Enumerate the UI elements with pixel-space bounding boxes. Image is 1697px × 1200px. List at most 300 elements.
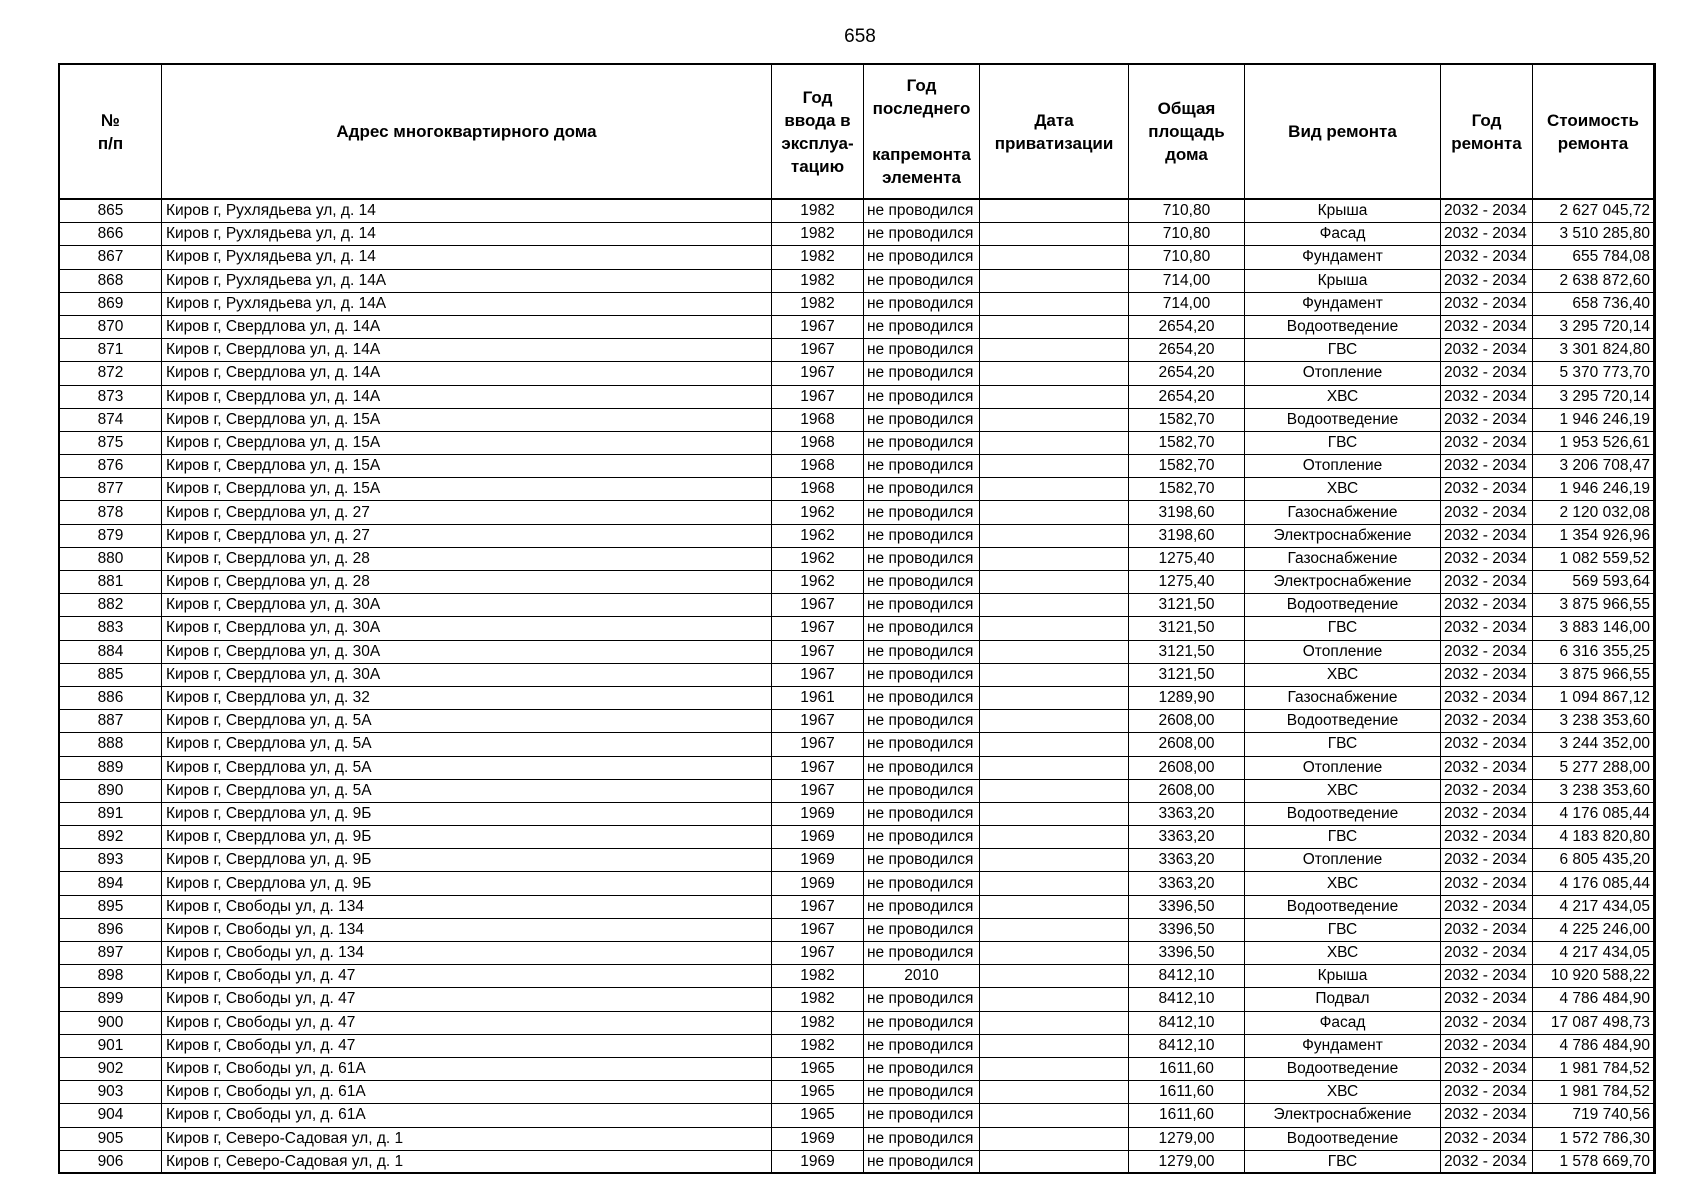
- commission-year-cell: 1969: [772, 849, 864, 872]
- repair-year-cell: 2032 - 2034: [1441, 640, 1533, 663]
- commission-year-cell: 1982: [772, 1011, 864, 1034]
- commission-year-cell: 1967: [772, 918, 864, 941]
- header-last-repair-year: Год последнего капремонта элемента: [864, 65, 980, 200]
- last-repair-cell: не проводился: [864, 802, 980, 825]
- repair-year-cell: 2032 - 2034: [1441, 686, 1533, 709]
- row-number: 895: [60, 895, 162, 918]
- last-repair-cell: не проводился: [864, 826, 980, 849]
- last-repair-cell: не проводился: [864, 1104, 980, 1127]
- table-row: [60, 339, 1654, 362]
- row-number: 884: [60, 640, 162, 663]
- row-number: 869: [60, 292, 162, 315]
- privatization-date-cell: [980, 733, 1129, 756]
- address-cell: Киров г, Свердлова ул, д. 5А: [162, 779, 772, 802]
- commission-year-cell: 1969: [772, 826, 864, 849]
- repair-year-cell: 2032 - 2034: [1441, 362, 1533, 385]
- privatization-date-cell: [980, 663, 1129, 686]
- repair-type-cell: Фасад: [1245, 223, 1441, 246]
- table-row: [60, 1104, 1654, 1127]
- total-area-cell: 3396,50: [1129, 942, 1245, 965]
- address-cell: Киров г, Свердлова ул, д. 14А: [162, 315, 772, 338]
- repair-year-cell: 2032 - 2034: [1441, 431, 1533, 454]
- last-repair-cell: не проводился: [864, 362, 980, 385]
- repair-type-cell: ГВС: [1245, 431, 1441, 454]
- last-repair-cell: не проводился: [864, 385, 980, 408]
- total-area-cell: 710,80: [1129, 246, 1245, 269]
- row-number: 865: [60, 199, 162, 223]
- total-area-cell: 2608,00: [1129, 779, 1245, 802]
- table-row: [60, 779, 1654, 802]
- repair-cost-cell: 3 875 966,55: [1533, 594, 1654, 617]
- last-repair-cell: 2010: [864, 965, 980, 988]
- table-row: [60, 686, 1654, 709]
- privatization-date-cell: [980, 1011, 1129, 1034]
- table-row: [60, 385, 1654, 408]
- total-area-cell: 3363,20: [1129, 826, 1245, 849]
- row-number: 871: [60, 339, 162, 362]
- repair-type-cell: Фундамент: [1245, 292, 1441, 315]
- total-area-cell: 1582,70: [1129, 431, 1245, 454]
- privatization-date-cell: [980, 872, 1129, 895]
- repair-year-cell: 2032 - 2034: [1441, 826, 1533, 849]
- commission-year-cell: 1962: [772, 571, 864, 594]
- header-repair-cost: Стоимость ремонта: [1533, 65, 1654, 200]
- repair-type-cell: Газоснабжение: [1245, 501, 1441, 524]
- address-cell: Киров г, Свободы ул, д. 47: [162, 988, 772, 1011]
- row-number: 897: [60, 942, 162, 965]
- repair-type-cell: Электроснабжение: [1245, 1104, 1441, 1127]
- repair-year-cell: 2032 - 2034: [1441, 965, 1533, 988]
- last-repair-cell: не проводился: [864, 292, 980, 315]
- privatization-date-cell: [980, 617, 1129, 640]
- last-repair-cell: не проводился: [864, 455, 980, 478]
- address-cell: Киров г, Рухлядьева ул, д. 14: [162, 246, 772, 269]
- privatization-date-cell: [980, 779, 1129, 802]
- commission-year-cell: 1967: [772, 640, 864, 663]
- repair-year-cell: 2032 - 2034: [1441, 849, 1533, 872]
- privatization-date-cell: [980, 802, 1129, 825]
- repair-cost-cell: 5 370 773,70: [1533, 362, 1654, 385]
- address-cell: Киров г, Свободы ул, д. 47: [162, 965, 772, 988]
- commission-year-cell: 1982: [772, 292, 864, 315]
- privatization-date-cell: [980, 1127, 1129, 1150]
- row-number: 879: [60, 524, 162, 547]
- repair-year-cell: 2032 - 2034: [1441, 895, 1533, 918]
- table-body: [60, 199, 1654, 1173]
- last-repair-cell: не проводился: [864, 431, 980, 454]
- total-area-cell: 714,00: [1129, 269, 1245, 292]
- row-number: 882: [60, 594, 162, 617]
- repair-type-cell: Водоотведение: [1245, 315, 1441, 338]
- repair-cost-cell: 4 786 484,90: [1533, 1034, 1654, 1057]
- address-cell: Киров г, Свердлова ул, д. 9Б: [162, 826, 772, 849]
- address-cell: Киров г, Свердлова ул, д. 30А: [162, 640, 772, 663]
- last-repair-cell: не проводился: [864, 1127, 980, 1150]
- table-row: [60, 733, 1654, 756]
- commission-year-cell: 1965: [772, 1057, 864, 1080]
- last-repair-cell: не проводился: [864, 571, 980, 594]
- commission-year-cell: 1982: [772, 246, 864, 269]
- commission-year-cell: 1982: [772, 269, 864, 292]
- repair-type-cell: Водоотведение: [1245, 1057, 1441, 1080]
- table-row: [60, 408, 1654, 431]
- last-repair-cell: не проводился: [864, 872, 980, 895]
- total-area-cell: 2608,00: [1129, 733, 1245, 756]
- last-repair-cell: не проводился: [864, 408, 980, 431]
- total-area-cell: 1582,70: [1129, 478, 1245, 501]
- row-number: 888: [60, 733, 162, 756]
- last-repair-cell: не проводился: [864, 594, 980, 617]
- row-number: 899: [60, 988, 162, 1011]
- repair-type-cell: ГВС: [1245, 733, 1441, 756]
- table-row: [60, 988, 1654, 1011]
- table-row: [60, 1081, 1654, 1104]
- repair-year-cell: 2032 - 2034: [1441, 246, 1533, 269]
- total-area-cell: 8412,10: [1129, 965, 1245, 988]
- table-row: [60, 199, 1654, 223]
- row-number: 877: [60, 478, 162, 501]
- total-area-cell: 8412,10: [1129, 988, 1245, 1011]
- repair-schedule-table: [59, 64, 1654, 1174]
- address-cell: Киров г, Свободы ул, д. 134: [162, 918, 772, 941]
- last-repair-cell: не проводился: [864, 895, 980, 918]
- header-address: Адрес многоквартирного дома: [162, 65, 772, 200]
- repair-type-cell: Фасад: [1245, 1011, 1441, 1034]
- repair-cost-cell: 719 740,56: [1533, 1104, 1654, 1127]
- repair-cost-cell: 2 627 045,72: [1533, 199, 1654, 223]
- repair-cost-cell: 3 238 353,60: [1533, 779, 1654, 802]
- privatization-date-cell: [980, 269, 1129, 292]
- repair-year-cell: 2032 - 2034: [1441, 1057, 1533, 1080]
- last-repair-cell: не проводился: [864, 269, 980, 292]
- row-number: 868: [60, 269, 162, 292]
- repair-type-cell: Крыша: [1245, 269, 1441, 292]
- row-number: 885: [60, 663, 162, 686]
- row-number: 875: [60, 431, 162, 454]
- row-number: 900: [60, 1011, 162, 1034]
- row-number: 886: [60, 686, 162, 709]
- address-cell: Киров г, Свободы ул, д. 47: [162, 1011, 772, 1034]
- privatization-date-cell: [980, 478, 1129, 501]
- table-row: [60, 1011, 1654, 1034]
- privatization-date-cell: [980, 199, 1129, 223]
- table-row: [60, 455, 1654, 478]
- table-row: [60, 918, 1654, 941]
- last-repair-cell: не проводился: [864, 246, 980, 269]
- commission-year-cell: 1969: [772, 872, 864, 895]
- repair-type-cell: Водоотведение: [1245, 1127, 1441, 1150]
- commission-year-cell: 1969: [772, 1127, 864, 1150]
- privatization-date-cell: [980, 686, 1129, 709]
- repair-type-cell: ХВС: [1245, 385, 1441, 408]
- address-cell: Киров г, Свободы ул, д. 61А: [162, 1081, 772, 1104]
- repair-cost-cell: 4 225 246,00: [1533, 918, 1654, 941]
- commission-year-cell: 1982: [772, 1034, 864, 1057]
- privatization-date-cell: [980, 524, 1129, 547]
- privatization-date-cell: [980, 1104, 1129, 1127]
- commission-year-cell: 1967: [772, 385, 864, 408]
- row-number: 903: [60, 1081, 162, 1104]
- repair-cost-cell: 4 786 484,90: [1533, 988, 1654, 1011]
- address-cell: Киров г, Рухлядьева ул, д. 14А: [162, 292, 772, 315]
- row-number: 902: [60, 1057, 162, 1080]
- privatization-date-cell: [980, 362, 1129, 385]
- privatization-date-cell: [980, 501, 1129, 524]
- last-repair-cell: не проводился: [864, 942, 980, 965]
- repair-cost-cell: 569 593,64: [1533, 571, 1654, 594]
- repair-year-cell: 2032 - 2034: [1441, 594, 1533, 617]
- repair-year-cell: 2032 - 2034: [1441, 918, 1533, 941]
- commission-year-cell: 1967: [772, 942, 864, 965]
- last-repair-cell: не проводился: [864, 315, 980, 338]
- repair-type-cell: ХВС: [1245, 779, 1441, 802]
- table-header: [60, 65, 1654, 200]
- privatization-date-cell: [980, 455, 1129, 478]
- row-number: 867: [60, 246, 162, 269]
- table-row: [60, 223, 1654, 246]
- row-number: 876: [60, 455, 162, 478]
- header-repair-type: Вид ремонта: [1245, 65, 1441, 200]
- repair-cost-cell: 2 120 032,08: [1533, 501, 1654, 524]
- header-privatization-date: Дата приватизации: [980, 65, 1129, 200]
- repair-year-cell: 2032 - 2034: [1441, 385, 1533, 408]
- total-area-cell: 3198,60: [1129, 501, 1245, 524]
- repair-year-cell: 2032 - 2034: [1441, 710, 1533, 733]
- total-area-cell: 3396,50: [1129, 918, 1245, 941]
- table-row: [60, 431, 1654, 454]
- last-repair-cell: не проводился: [864, 686, 980, 709]
- repair-cost-cell: 6 316 355,25: [1533, 640, 1654, 663]
- repair-type-cell: Электроснабжение: [1245, 524, 1441, 547]
- total-area-cell: 710,80: [1129, 199, 1245, 223]
- repair-type-cell: Фундамент: [1245, 246, 1441, 269]
- commission-year-cell: 1967: [772, 362, 864, 385]
- table-row: [60, 663, 1654, 686]
- repair-cost-cell: 3 295 720,14: [1533, 315, 1654, 338]
- total-area-cell: 3363,20: [1129, 802, 1245, 825]
- row-number: 901: [60, 1034, 162, 1057]
- commission-year-cell: 1967: [772, 663, 864, 686]
- last-repair-cell: не проводился: [864, 223, 980, 246]
- commission-year-cell: 1967: [772, 339, 864, 362]
- address-cell: Киров г, Свердлова ул, д. 28: [162, 547, 772, 570]
- row-number: 889: [60, 756, 162, 779]
- last-repair-cell: не проводился: [864, 1011, 980, 1034]
- address-cell: Киров г, Свердлова ул, д. 30А: [162, 594, 772, 617]
- repair-cost-cell: 10 920 588,22: [1533, 965, 1654, 988]
- repair-year-cell: 2032 - 2034: [1441, 1011, 1533, 1034]
- repair-cost-cell: 3 510 285,80: [1533, 223, 1654, 246]
- commission-year-cell: 1965: [772, 1081, 864, 1104]
- repair-cost-cell: 4 183 820,80: [1533, 826, 1654, 849]
- address-cell: Киров г, Свободы ул, д. 47: [162, 1034, 772, 1057]
- total-area-cell: 3198,60: [1129, 524, 1245, 547]
- commission-year-cell: 1967: [772, 315, 864, 338]
- row-number: 881: [60, 571, 162, 594]
- commission-year-cell: 1967: [772, 756, 864, 779]
- address-cell: Киров г, Свободы ул, д. 61А: [162, 1057, 772, 1080]
- repair-type-cell: Водоотведение: [1245, 594, 1441, 617]
- repair-type-cell: ХВС: [1245, 942, 1441, 965]
- repair-cost-cell: 17 087 498,73: [1533, 1011, 1654, 1034]
- repair-type-cell: Водоотведение: [1245, 408, 1441, 431]
- commission-year-cell: 1968: [772, 408, 864, 431]
- repair-type-cell: ХВС: [1245, 478, 1441, 501]
- total-area-cell: 3396,50: [1129, 895, 1245, 918]
- privatization-date-cell: [980, 710, 1129, 733]
- repair-cost-cell: 3 301 824,80: [1533, 339, 1654, 362]
- address-cell: Киров г, Свердлова ул, д. 5А: [162, 756, 772, 779]
- table-row: [60, 895, 1654, 918]
- row-number: 880: [60, 547, 162, 570]
- repair-year-cell: 2032 - 2034: [1441, 663, 1533, 686]
- row-number: 898: [60, 965, 162, 988]
- repair-year-cell: 2032 - 2034: [1441, 617, 1533, 640]
- privatization-date-cell: [980, 1081, 1129, 1104]
- total-area-cell: 3121,50: [1129, 640, 1245, 663]
- address-cell: Киров г, Северо-Садовая ул, д. 1: [162, 1150, 772, 1173]
- total-area-cell: 1289,90: [1129, 686, 1245, 709]
- table-row: [60, 965, 1654, 988]
- repair-year-cell: 2032 - 2034: [1441, 802, 1533, 825]
- privatization-date-cell: [980, 292, 1129, 315]
- address-cell: Киров г, Свердлова ул, д. 15А: [162, 408, 772, 431]
- address-cell: Киров г, Свердлова ул, д. 27: [162, 524, 772, 547]
- table-row: [60, 571, 1654, 594]
- table-row: [60, 362, 1654, 385]
- table-row: [60, 756, 1654, 779]
- row-number: 887: [60, 710, 162, 733]
- commission-year-cell: 1965: [772, 1104, 864, 1127]
- table-row: [60, 802, 1654, 825]
- table-row: [60, 942, 1654, 965]
- privatization-date-cell: [980, 918, 1129, 941]
- total-area-cell: 1275,40: [1129, 571, 1245, 594]
- repair-cost-cell: 6 805 435,20: [1533, 849, 1654, 872]
- row-number: 893: [60, 849, 162, 872]
- row-number: 891: [60, 802, 162, 825]
- address-cell: Киров г, Свердлова ул, д. 5А: [162, 733, 772, 756]
- address-cell: Киров г, Свердлова ул, д. 30А: [162, 617, 772, 640]
- last-repair-cell: не проводился: [864, 918, 980, 941]
- address-cell: Киров г, Свердлова ул, д. 32: [162, 686, 772, 709]
- repair-cost-cell: 4 217 434,05: [1533, 942, 1654, 965]
- last-repair-cell: не проводился: [864, 1150, 980, 1173]
- row-number: 894: [60, 872, 162, 895]
- total-area-cell: 2654,20: [1129, 385, 1245, 408]
- total-area-cell: 3121,50: [1129, 617, 1245, 640]
- repair-type-cell: Водоотведение: [1245, 802, 1441, 825]
- privatization-date-cell: [980, 246, 1129, 269]
- address-cell: Киров г, Свободы ул, д. 134: [162, 942, 772, 965]
- repair-cost-cell: 1 946 246,19: [1533, 478, 1654, 501]
- repair-cost-cell: 4 176 085,44: [1533, 802, 1654, 825]
- repair-cost-cell: 1 946 246,19: [1533, 408, 1654, 431]
- commission-year-cell: 1969: [772, 1150, 864, 1173]
- repair-cost-cell: 5 277 288,00: [1533, 756, 1654, 779]
- table-row: [60, 594, 1654, 617]
- table-row: [60, 524, 1654, 547]
- header-total-area: Общая площадь дома: [1129, 65, 1245, 200]
- total-area-cell: 1279,00: [1129, 1127, 1245, 1150]
- privatization-date-cell: [980, 849, 1129, 872]
- repair-cost-cell: 3 883 146,00: [1533, 617, 1654, 640]
- address-cell: Киров г, Свердлова ул, д. 9Б: [162, 849, 772, 872]
- repair-cost-cell: 1 953 526,61: [1533, 431, 1654, 454]
- table-row: [60, 547, 1654, 570]
- repair-cost-cell: 1 082 559,52: [1533, 547, 1654, 570]
- repair-year-cell: 2032 - 2034: [1441, 501, 1533, 524]
- last-repair-cell: не проводился: [864, 524, 980, 547]
- repair-cost-cell: 1 572 786,30: [1533, 1127, 1654, 1150]
- repair-year-cell: 2032 - 2034: [1441, 455, 1533, 478]
- table-row: [60, 1127, 1654, 1150]
- privatization-date-cell: [980, 339, 1129, 362]
- last-repair-cell: не проводился: [864, 478, 980, 501]
- total-area-cell: 8412,10: [1129, 1034, 1245, 1057]
- commission-year-cell: 1961: [772, 686, 864, 709]
- repair-type-cell: ГВС: [1245, 1150, 1441, 1173]
- total-area-cell: 8412,10: [1129, 1011, 1245, 1034]
- row-number: 883: [60, 617, 162, 640]
- address-cell: Киров г, Свободы ул, д. 134: [162, 895, 772, 918]
- repair-type-cell: Отопление: [1245, 362, 1441, 385]
- privatization-date-cell: [980, 1057, 1129, 1080]
- total-area-cell: 2654,20: [1129, 339, 1245, 362]
- repair-type-cell: ГВС: [1245, 339, 1441, 362]
- privatization-date-cell: [980, 1150, 1129, 1173]
- table-row: [60, 478, 1654, 501]
- address-cell: Киров г, Свободы ул, д. 61А: [162, 1104, 772, 1127]
- last-repair-cell: не проводился: [864, 339, 980, 362]
- table-row: [60, 501, 1654, 524]
- last-repair-cell: не проводился: [864, 501, 980, 524]
- last-repair-cell: не проводился: [864, 199, 980, 223]
- last-repair-cell: не проводился: [864, 849, 980, 872]
- repair-type-cell: ГВС: [1245, 826, 1441, 849]
- commission-year-cell: 1962: [772, 524, 864, 547]
- table-row: [60, 1150, 1654, 1173]
- row-number: 870: [60, 315, 162, 338]
- table-row: [60, 849, 1654, 872]
- last-repair-cell: не проводился: [864, 779, 980, 802]
- repair-cost-cell: 658 736,40: [1533, 292, 1654, 315]
- repair-cost-cell: 3 206 708,47: [1533, 455, 1654, 478]
- repair-year-cell: 2032 - 2034: [1441, 779, 1533, 802]
- table-row: [60, 640, 1654, 663]
- repair-year-cell: 2032 - 2034: [1441, 223, 1533, 246]
- address-cell: Киров г, Рухлядьева ул, д. 14А: [162, 269, 772, 292]
- repair-year-cell: 2032 - 2034: [1441, 524, 1533, 547]
- address-cell: Киров г, Свердлова ул, д. 5А: [162, 710, 772, 733]
- row-number: 904: [60, 1104, 162, 1127]
- repair-type-cell: Водоотведение: [1245, 710, 1441, 733]
- commission-year-cell: 1967: [772, 710, 864, 733]
- commission-year-cell: 1967: [772, 594, 864, 617]
- repair-year-cell: 2032 - 2034: [1441, 988, 1533, 1011]
- repair-type-cell: Газоснабжение: [1245, 547, 1441, 570]
- table-row: [60, 872, 1654, 895]
- commission-year-cell: 1962: [772, 501, 864, 524]
- last-repair-cell: не проводился: [864, 547, 980, 570]
- total-area-cell: 3363,20: [1129, 872, 1245, 895]
- privatization-date-cell: [980, 594, 1129, 617]
- row-number: 872: [60, 362, 162, 385]
- table-row: [60, 1057, 1654, 1080]
- repair-type-cell: Отопление: [1245, 756, 1441, 779]
- address-cell: Киров г, Свердлова ул, д. 14А: [162, 385, 772, 408]
- privatization-date-cell: [980, 965, 1129, 988]
